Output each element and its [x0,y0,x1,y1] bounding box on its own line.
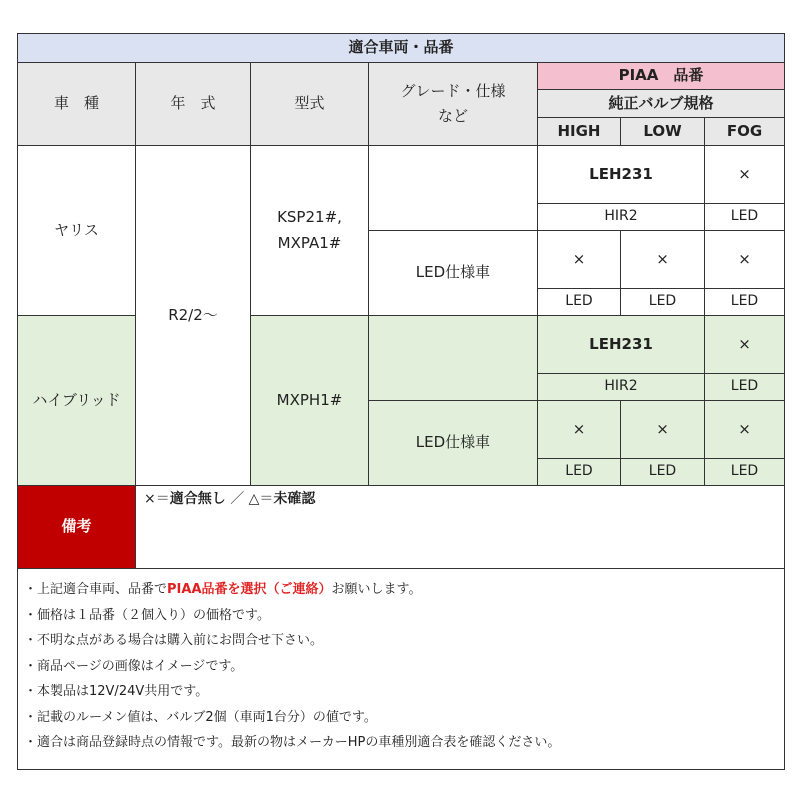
header-piaa: PIAA 品番 [537,62,785,90]
fog-bulb: LED [704,373,785,401]
fog-bulb: LED [704,458,785,486]
notes-box [17,568,785,770]
header-fog: FOG [704,117,785,146]
note-line: ・本製品は12V/24V共用です。 [24,684,209,699]
bulb-type: HIR2 [537,373,705,401]
fog-value: × [704,400,785,459]
header-low: LOW [620,117,705,146]
legend-t-text: 未確認 [273,491,316,507]
legend-x: ×＝ [144,491,170,507]
legend-sep: ／ [230,491,245,507]
fog-value: × [704,230,785,289]
note-highlight: PIAA品番を選択（ご連絡） [167,582,332,597]
header-car: 車 種 [17,62,136,146]
car-name: ヤリス [17,145,136,316]
part-number: LEH231 [537,315,705,374]
table-title: 適合車両・品番 [17,33,785,63]
part-number: LEH231 [537,145,705,204]
bulb-type: HIR2 [537,203,705,231]
model-code: MXPH1# [250,315,369,486]
note-line: ・商品ページの画像はイメージです。 [24,658,244,674]
note-line: ・記載のルーメン値は、バルブ2個（車両1台分）の値です。 [24,709,377,725]
fog-bulb: LED [704,203,785,231]
high-value: × [537,230,621,289]
low-bulb: LED [620,458,705,486]
header-high: HIGH [537,117,621,146]
grade: LED仕様車 [368,400,538,486]
low-value: × [620,400,705,459]
grade [368,145,538,231]
grade: LED仕様車 [368,230,538,316]
header-model: 型式 [250,62,369,146]
note-line: ・上記適合車両、品番でPIAA品番を選択（ご連絡）お願いします。 [24,582,422,597]
fog-bulb: LED [704,288,785,316]
fog-value: × [704,315,785,374]
car-name: ハイブリッド [17,315,136,486]
remarks-label: 備考 [17,485,136,569]
high-bulb: LED [537,288,621,316]
legend-t: △＝ [248,491,274,507]
note-line: ・価格は１品番（２個入り）の価格です。 [24,607,270,623]
model-code: KSP21#, MXPA1# [250,145,369,316]
low-bulb: LED [620,288,705,316]
header-year: 年 式 [135,62,251,146]
legend-x-text: 適合無し [169,491,226,507]
fog-value: × [704,145,785,204]
note-line: ・適合は商品登録時点の情報です。最新の物はメーカーHPの車種別適合表を確認ください。 [24,735,561,750]
year-value: R2/2〜 [135,145,251,486]
high-bulb: LED [537,458,621,486]
high-value: × [537,400,621,459]
grade [368,315,538,401]
header-bulb: 純正バルブ規格 [537,89,785,118]
remarks-legend [135,485,785,569]
note-line: ・不明な点がある場合は購入前にお問合せ下さい。 [24,633,324,648]
header-grade: グレード・仕様 など [368,62,538,146]
low-value: × [620,230,705,289]
